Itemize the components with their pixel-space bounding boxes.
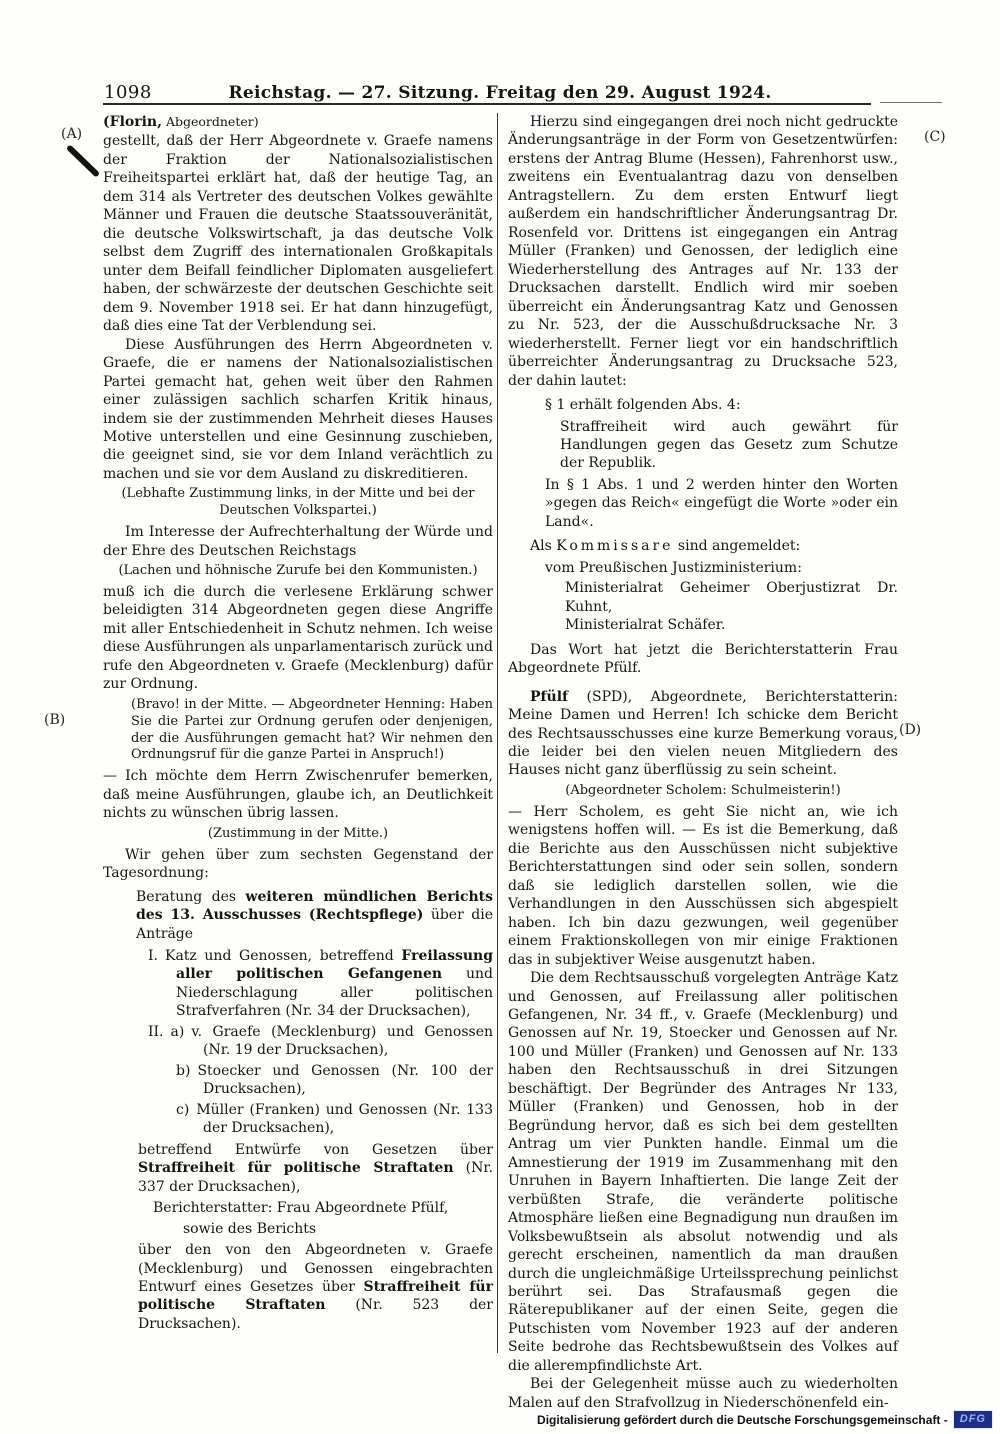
footer-credit-text: Digitalisierung gefördert durch die Deutsche Forschungsgemeinschaft - xyxy=(537,1412,948,1427)
amendment-line: § 1 erhält folgenden Abs. 4: xyxy=(545,397,741,414)
text-run-bold: Straffreiheit für politische Straftaten xyxy=(138,1278,493,1314)
paragraph: Die dem Rechtsausschuß vorgelegten Anträge Katz und Genossen, auf Freilassung aller politischen Gefangenen, Nr. 34 ff., v. Graefe (Mecklenburg) und Genossen auf Nr. 19, Stoecker und Genossen auf Nr. 100 und Müller (Franken) und Genossen auf Nr. 133 haben den Rechtsausschuß in drei Sitzungen beschäftigt. Der Begründer des Antrages Nr 133, Müller (Franken) und Genossen, hob in der Begründung hervor, daß es sich bei dem gestellten Antrag um vier Punkten handle. Einmal um die Amnestierung der 1919 im Zusammenhang mit den Unruhen in Bayern Inhaftierten. Die lange Zeit der verbüßten Strafe, die veränderte politische Atmosphäre ließen eine Begnadigung nun draußen im Volksbewußtsein als absolut notwendig und als gerecht erscheinen, namentlich da man draußen durch die ungleichmäßige Urteilssprechung peinlichst berührt sei. Das Strafausmaß gegen die Räterepublikaner auf der einen Seite, gegen die Putschisten vom November 1923 auf der anderen Seite bedrohe das Rechtsbewußtsein des Volkes auf die allerempfindlichste Art. xyxy=(508,970,898,1374)
paragraph: — Herr Scholem, es geht Sie nicht an, wie ich wenigstens hoffen will. — Es ist die Bemerkung, daß die Berichte aus den Ausschüssen nicht subjektive Berichterstattungen sind oder sein sollen, sondern daß sie lediglich darstellen sollen, wie die Verhandlungen in den Ausschüssen sich abgespielt haben. Ich bin dazu gezwungen, weil gegenüber einem Fraktionskollegen von mir einige Fraktionen das in subjektiver Weise ausgenutzt haben. xyxy=(508,803,898,968)
stage-direction: (Zustimmung in der Mitte.) xyxy=(207,825,389,841)
margin-mark-a: (A) xyxy=(61,126,83,142)
text-run: und Niederschlagung aller politischen Strafverfahren (Nr. 34 der Drucksachen), xyxy=(176,966,493,1020)
paragraph: Bei der Gelegenheit müsse auch zu wiederholten Malen auf den Strafvollzug in Niederschönenfeld ein- xyxy=(508,1376,898,1411)
stage-direction: (Abgeordneter Scholem: Schulmeisterin!) xyxy=(565,782,841,798)
handwritten-pen-mark xyxy=(66,144,100,177)
agenda-item-2a xyxy=(148,1023,493,1060)
reporter-line: Berichterstatter: Frau Abgeordnete Pfülf, xyxy=(153,1200,449,1217)
sowie-line: sowie des Berichts xyxy=(183,1220,317,1237)
amendment-text: Straffreiheit wird auch gewährt für Handlungen gegen das Gesetz zum Schutze der Republik. xyxy=(560,418,898,472)
paragraph: gestellt, daß der Herr Abgeordnete v. Graefe namens der Fraktion der Nationalsozialistischen Freiheitspartei erklärt hat, daß der heutige Tag, an dem 314 als Vertreter des deutschen Volkes gewählte Männer und Frauen die deutsche Staatssouveränität, die deutsche Volkswirtschaft, ja das deutsche Volk selbst dem Zugriff des internationalen Großkapitals unter dem Beifall feindlicher Diplomaten ausgeliefert haben, der schwärzeste der deutschen Geschichte seit dem 9. November 1918 sei. Er hat dann hinzugefügt, daß dies eine Tat der Verblendung sei. xyxy=(103,133,493,335)
header-rule xyxy=(103,103,871,105)
agenda-item-1 xyxy=(148,947,493,1021)
paragraph: muß ich die durch die verlesene Erklärung schwer beleidigten 314 Abgeordneten gegen diese Angriffe mit aller Entschiedenheit in Schutz nehmen. Ich weise diese Ausführungen als unparlamentarisch zurück und rufe den Abgeordneten v. Graefe (Mecklenburg) dafür zur Ordnung. xyxy=(103,583,494,693)
right-column xyxy=(508,113,898,1412)
item-sublabel: c) xyxy=(176,1101,190,1118)
speaker-name: (Florin, xyxy=(103,114,162,130)
kommissare-heading xyxy=(508,537,898,555)
text-run: Als xyxy=(530,538,557,555)
agenda-heading xyxy=(138,1241,493,1333)
text-run: über die Anträge xyxy=(136,907,493,942)
text-run: Katz und Genossen, betreffend xyxy=(164,948,402,964)
margin-mark-c: (C) xyxy=(924,129,946,145)
item-sublabel: a) xyxy=(170,1023,185,1040)
agenda-item-2c xyxy=(148,1101,493,1138)
item-label: I. xyxy=(148,948,158,964)
text-run: Müller (Franken) und Genossen (Nr. 133 der Drucksachen), xyxy=(196,1101,493,1137)
text-run-bold: Straffreiheit für politische Straftaten xyxy=(138,1160,454,1177)
column-divider-rule xyxy=(497,113,498,1353)
amendment-text: In § 1 Abs. 1 und 2 werden hinter den Worten »gegen das Reich« eingefügt die Worte »oder ein Land«. xyxy=(545,476,898,530)
text-run: über den von den Abgeordneten v. Graefe (Mecklenburg) und Genossen eingebrachten Entwurf eines Gesetzes über xyxy=(138,1242,493,1295)
item-label: II. xyxy=(148,1023,164,1040)
text-run: Stoecker und Genossen (Nr. 100 der Drucksachen), xyxy=(197,1062,493,1098)
paragraph: Das Wort hat jetzt die Berichterstatterin Frau Abgeordnete Pfülf. xyxy=(508,641,898,677)
paragraph: Im Interesse der Aufrechterhaltung der Würde und der Ehre des Deutschen Reichstags xyxy=(103,524,493,559)
text-run: betreffend Entwürfe von Gesetzen über xyxy=(138,1141,493,1158)
speaker-continuation-head xyxy=(103,113,493,131)
stage-direction: (Lebhafte Zustimmung links, in der Mitte und bei der Deutschen Volkspartei.) xyxy=(121,486,475,519)
stage-direction: (Bravo! in der Mitte. — Abgeordneter Henning: Haben Sie die Partei zur Ordnung gerufen oder denjenigen, der die Ausführungen gemacht hat? Wir nehmen den Ordnungsruf für die ganze Partei in Anspruch!) xyxy=(131,696,493,763)
text-run-bold: Freilassung aller politischen Gefangenen xyxy=(176,948,493,983)
text-run: (Nr. 337 der Drucksachen), xyxy=(138,1160,493,1195)
kommissar-name: Ministerialrat Geheimer Oberjustizrat Dr. Kuhnt, xyxy=(565,580,898,615)
left-column xyxy=(103,113,493,1335)
speech-speaker-name: Pfülf xyxy=(530,688,569,705)
text-run: sind angemeldet: xyxy=(673,538,801,555)
paragraph: Hierzu sind eingegangen drei noch nicht gedruckte Änderungsanträge in der Form von Gesetzentwürfen: erstens der Antrag Blume (Hessen), Fahrenhorst usw., zweitens ein Eventualantrag dazu von denselben Antragstellern. Zu dem ersten Entwurf liegt außerdem ein handschriftlicher Änderungsantrag Dr. Rosenfeld vor. Drittens ist eingegangen ein Antrag Müller (Franken) und Genossen, der lediglich eine Wiederherstellung des Antrages auf Nr. 133 der Drucksachen darstellt. Endlich wird mir soeben überreicht ein Änderungsantrag Katz und Genossen zu Nr. 523, der die Ausschußdrucksache Nr. 3 wiederherstellt. Ferner liegt vor ein handschriftlich überreichter Änderungsantrag zu Drucksache 523, der dahin lautet: xyxy=(508,114,898,389)
margin-mark-d: (D) xyxy=(899,722,922,738)
text-run-bold: weiteren mündlichen Berichts des 13. Ausschusses (Rechtspflege) xyxy=(136,888,493,924)
paragraph: — Ich möchte dem Herrn Zwischenrufer bemerken, daß meine Ausführungen, glaube ich, an Deutlichkeit nichts zu wünschen übrig lassen. xyxy=(103,768,493,822)
dfg-logo: DFG xyxy=(953,1410,993,1429)
page-header-title: Reichstag. — 27. Sitzung. Freitag den 29. August 1924. xyxy=(228,83,772,103)
text-run: (Nr. 523 der Drucksachen). xyxy=(138,1297,494,1332)
agenda-heading xyxy=(138,1141,493,1196)
stage-direction: (Lachen und höhnische Zurufe bei den Kommunisten.) xyxy=(118,563,478,579)
text-run-spaced: Kommissare xyxy=(556,538,674,555)
text-run: Beratung des xyxy=(136,888,246,905)
item-sublabel: b) xyxy=(176,1062,191,1079)
digitization-footer xyxy=(537,1410,993,1429)
page-number: 1098 xyxy=(104,82,152,103)
agenda-item-2b xyxy=(148,1062,493,1099)
margin-mark-b: (B) xyxy=(44,712,66,728)
agenda-heading xyxy=(136,888,493,943)
speaker-role: Abgeordneter) xyxy=(161,114,259,129)
speech-paragraph xyxy=(508,688,898,780)
paragraph: Wir gehen über zum sechsten Gegenstand der Tagesordnung: xyxy=(103,846,493,882)
text-run: v. Graefe (Mecklenburg) und Genossen (Nr. 19 der Drucksachen), xyxy=(191,1023,493,1059)
text-run: (SPD), Abgeordnete, Berichterstatterin: Meine Damen und Herren! Ich schicke dem Bericht des Rechtsausschusses eine kurze Bemerkung voraus, die leider bei den vielen neuen Mitgliedern des Hauses nicht ganz überflüssig zu sein scheint. xyxy=(508,688,898,779)
kommissar-name: Ministerialrat Schäfer. xyxy=(565,617,726,634)
header-rule-right-segment xyxy=(880,102,942,103)
kommissare-source: vom Preußischen Justizministerium: xyxy=(545,559,802,576)
paragraph: Diese Ausführungen des Herrn Abgeordneten v. Graefe, die er namens der Nationalsozialistischen Partei gemacht hat, gehen weit über den Rahmen einer zulässigen sachlich scharfen Kritik hinaus, indem sie der zustimmenden Mehrheit dieses Hauses Motive unterstellen und eine Gesinnung zuschieben, die geeignet sind, sie vor dem Inland verächtlich zu machen und sie vor dem Ausland zu diskreditieren. xyxy=(103,336,493,482)
